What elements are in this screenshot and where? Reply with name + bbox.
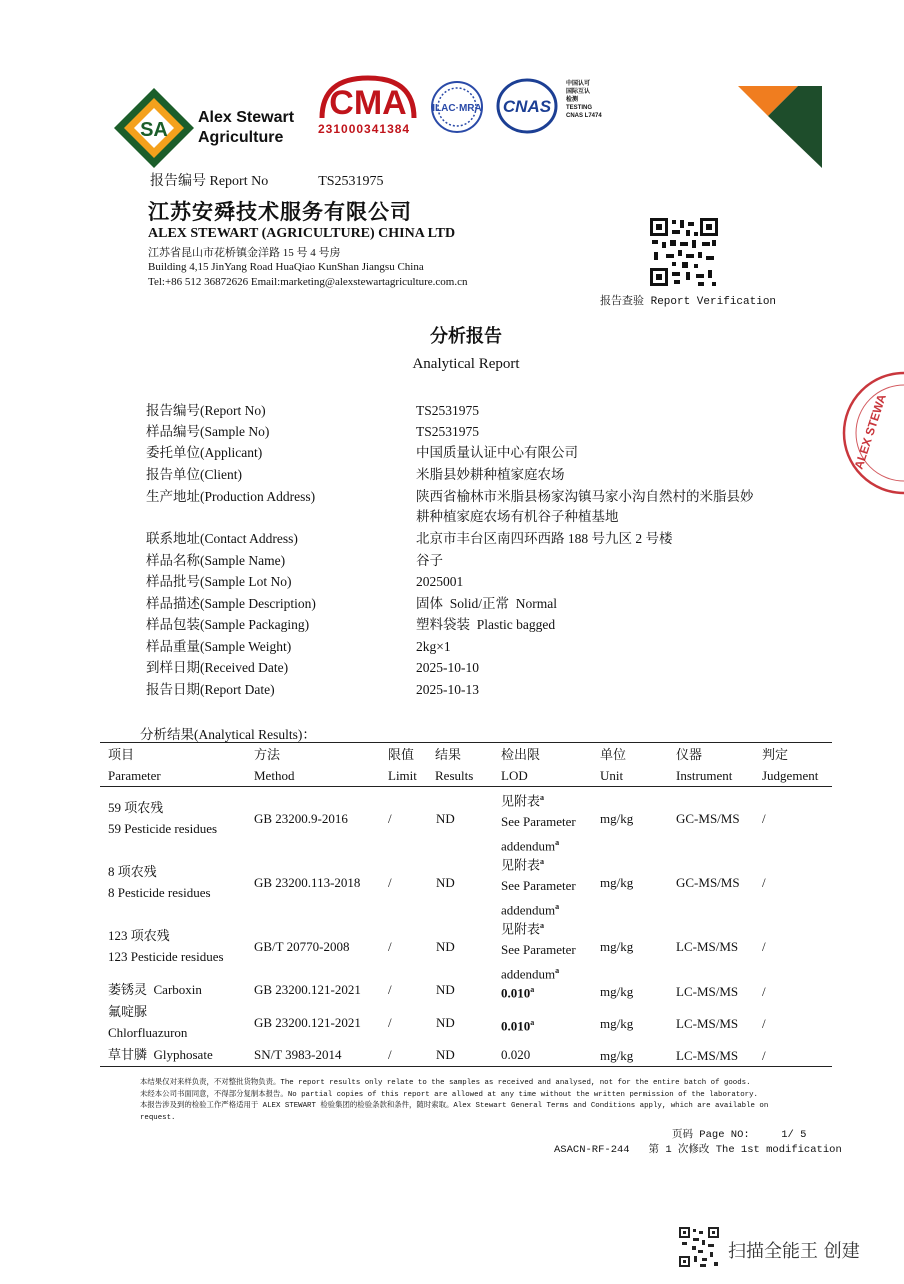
header-report-no bbox=[150, 170, 434, 190]
info-label: 样品批号(Sample Lot No) bbox=[146, 574, 292, 589]
cell-unit: mg/kg bbox=[600, 1048, 634, 1063]
cell-parameter bbox=[108, 925, 224, 967]
page-number bbox=[672, 1126, 806, 1141]
info-value: 米脂县妙耕种植家庭农场 bbox=[416, 467, 565, 482]
cell-result: ND bbox=[436, 1047, 455, 1062]
cell-instrument: GC-MS/MS bbox=[676, 811, 740, 826]
header-report-no-label: 报告编号 Report No bbox=[150, 174, 269, 189]
cell-result: ND bbox=[436, 982, 455, 997]
info-value: 塑料袋装 Plastic bagged bbox=[416, 617, 556, 632]
sup-mark: a bbox=[540, 793, 545, 802]
brand-name bbox=[198, 108, 294, 148]
th-en: Results bbox=[435, 768, 474, 783]
lod-line: addendum bbox=[501, 966, 556, 982]
info-label: 生产地址(Production Address) bbox=[146, 489, 316, 504]
table-top-rule bbox=[100, 742, 832, 743]
info-value: TS2531975 bbox=[416, 403, 480, 418]
cell-judgement: / bbox=[762, 811, 766, 826]
footer-note: 本报告涉及到的检验工作严格适用于 ALEX STEWART 检验集团的检验条款和条件，随时索取。Alex Stewart General Terms and Conditions apply, which are available on request. bbox=[140, 1102, 769, 1122]
cell-method: GB 23200.113-2018 bbox=[254, 875, 361, 890]
company-name-en: ALEX STEWART (AGRICULTURE) CHINA LTD bbox=[148, 226, 456, 241]
th-unit bbox=[600, 744, 626, 786]
cell-judgement: / bbox=[762, 875, 766, 890]
cell-unit: mg/kg bbox=[600, 984, 634, 999]
sup-mark: a bbox=[530, 985, 535, 994]
param-en: 59 Pesticide residues bbox=[108, 821, 218, 836]
lod-line: 见附表 bbox=[501, 857, 541, 873]
param-cn: 氟啶脲 bbox=[108, 1004, 148, 1019]
th-en: Unit bbox=[600, 768, 624, 783]
cnas-accreditation-text bbox=[566, 80, 602, 120]
sup-mark: a bbox=[540, 857, 545, 866]
cell-method: GB 23200.121-2021 bbox=[254, 982, 361, 997]
th-parameter bbox=[108, 744, 161, 786]
info-label: 到样日期(Received Date) bbox=[146, 660, 289, 675]
report-verification-label: 报告查验 Report Verification bbox=[600, 296, 777, 308]
page-number-label: 页码 Page NO: bbox=[672, 1129, 750, 1141]
cell-instrument: LC-MS/MS bbox=[676, 939, 739, 954]
report-title-cn-text: 分析报告 bbox=[430, 326, 502, 346]
cell-unit: mg/kg bbox=[600, 811, 634, 826]
company-contact: Tel:+86 512 36872626 Email:marketing@alexstewartagriculture.com.cn bbox=[148, 276, 468, 288]
sup-mark: a bbox=[555, 902, 560, 912]
info-label: 报告编号(Report No) bbox=[146, 403, 266, 418]
svg-text:CMA: CMA bbox=[329, 84, 407, 122]
lod-line: See Parameter bbox=[501, 878, 576, 894]
info-value: TS2531975 bbox=[416, 424, 480, 439]
th-en: Parameter bbox=[108, 768, 161, 783]
cell-lod bbox=[501, 915, 576, 985]
th-method bbox=[254, 744, 294, 786]
company-name-cn: 江苏安舜技术服务有限公司 bbox=[148, 200, 412, 224]
camscanner-qr-icon bbox=[678, 1226, 720, 1268]
info-value: 2025-10-10 bbox=[416, 660, 479, 675]
lod-value: 0.010 bbox=[501, 1018, 531, 1034]
cnas-logo-icon bbox=[496, 78, 558, 134]
info-label: 样品名称(Sample Name) bbox=[146, 553, 286, 568]
cell-lod bbox=[501, 979, 534, 1003]
cell-judgement: / bbox=[762, 1016, 766, 1031]
th-cn: 单位 bbox=[600, 747, 627, 762]
cell-limit: / bbox=[388, 1047, 392, 1062]
cell-instrument: LC-MS/MS bbox=[676, 1016, 739, 1031]
sup-mark: a bbox=[555, 838, 560, 848]
th-cn: 限值 bbox=[388, 747, 415, 762]
cell-lod: 0.020 bbox=[501, 1047, 531, 1062]
company-address-cn: 江苏省昆山市花桥镇金洋路 15 号 4 号房 bbox=[148, 247, 341, 259]
report-title-en-text: Analytical Report bbox=[412, 356, 520, 372]
cell-lod bbox=[501, 851, 576, 921]
param-cn: 8 项农残 bbox=[108, 864, 157, 879]
cma-number: 231000341384 bbox=[318, 122, 411, 136]
form-number: ASACN-RF-244 第 1 次修改 The 1st modification bbox=[554, 1144, 842, 1156]
lod-line: addendum bbox=[501, 902, 556, 918]
info-label: 样品描述(Sample Description) bbox=[146, 596, 316, 611]
cell-unit: mg/kg bbox=[600, 1016, 634, 1031]
report-title-en bbox=[0, 356, 904, 373]
cell-method: GB/T 20770-2008 bbox=[254, 939, 350, 954]
param-en: 123 Pesticide residues bbox=[108, 949, 224, 964]
cell-method: SN/T 3983-2014 bbox=[254, 1047, 342, 1062]
info-label: 委托单位(Applicant) bbox=[146, 445, 263, 460]
report-title-cn bbox=[0, 322, 904, 348]
table-bottom-rule bbox=[100, 1066, 832, 1067]
info-label: 样品编号(Sample No) bbox=[146, 424, 270, 439]
param-cn: 123 项农残 bbox=[108, 928, 170, 943]
info-value: 2025001 bbox=[416, 574, 464, 589]
cell-judgement: / bbox=[762, 939, 766, 954]
svg-text:ALEX STEWA: ALEX STEWA bbox=[851, 392, 889, 471]
cnas-line: TESTING bbox=[566, 105, 593, 111]
brand-line1: Alex Stewart bbox=[198, 109, 295, 126]
info-value: 耕种植家庭农场有机谷子种植基地 bbox=[416, 509, 619, 524]
th-cn: 判定 bbox=[762, 747, 789, 762]
th-cn: 结果 bbox=[435, 747, 462, 762]
sup-mark: a bbox=[555, 966, 560, 976]
info-label: 样品包装(Sample Packaging) bbox=[146, 617, 310, 632]
th-results bbox=[435, 744, 473, 786]
cnas-line: 检测 bbox=[566, 97, 579, 103]
cell-result: ND bbox=[436, 875, 455, 890]
th-en: Method bbox=[254, 768, 295, 783]
cell-instrument: GC-MS/MS bbox=[676, 875, 740, 890]
param-en: Chlorfluazuron bbox=[108, 1025, 188, 1040]
cell-result: ND bbox=[436, 939, 455, 954]
svg-text:SA: SA bbox=[140, 119, 168, 141]
info-label: 报告单位(Client) bbox=[146, 467, 242, 482]
cell-limit: / bbox=[388, 982, 392, 997]
cell-unit: mg/kg bbox=[600, 875, 634, 890]
th-en: Instrument bbox=[676, 768, 733, 783]
th-lod bbox=[501, 744, 540, 786]
info-label: 样品重量(Sample Weight) bbox=[146, 639, 292, 654]
cell-method: GB 23200.9-2016 bbox=[254, 811, 348, 826]
cnas-line: 中国认可 bbox=[566, 81, 591, 87]
cell-judgement: / bbox=[762, 984, 766, 999]
info-label: 报告日期(Report Date) bbox=[146, 682, 275, 697]
cell-unit: mg/kg bbox=[600, 939, 634, 954]
cell-limit: / bbox=[388, 811, 392, 826]
info-value: 中国质量认证中心有限公司 bbox=[416, 445, 578, 460]
cell-instrument: LC-MS/MS bbox=[676, 984, 739, 999]
cell-lod bbox=[501, 787, 576, 857]
th-instrument bbox=[676, 744, 732, 786]
th-en: Limit bbox=[388, 768, 417, 783]
th-cn: 仪器 bbox=[676, 747, 703, 762]
param-en: 8 Pesticide residues bbox=[108, 885, 211, 900]
info-value: 陕西省榆林市米脂县杨家沟镇马家小沟自然村的米脂县妙 bbox=[416, 489, 754, 504]
brand-line2: Agriculture bbox=[198, 129, 284, 146]
svg-text:CNAS: CNAS bbox=[502, 97, 552, 116]
cell-parameter bbox=[108, 797, 217, 839]
info-value: 固体 Solid/正常 Normal bbox=[416, 596, 557, 611]
lod-line: See Parameter bbox=[501, 942, 576, 958]
cnas-line: CNAS L7474 bbox=[566, 113, 602, 119]
cell-result: ND bbox=[436, 811, 455, 826]
th-cn: 检出限 bbox=[501, 747, 541, 762]
cell-parameter bbox=[108, 861, 211, 903]
company-address-en: Building 4,15 JinYang Road HuaQiao KunShan Jiangsu China bbox=[148, 261, 424, 273]
header-report-no-value: TS2531975 bbox=[318, 174, 384, 189]
footer-note: 未经本公司书面同意，不得部分复制本报告。No partial copies of this report are allowed at any time without the written permission of the laboratory. bbox=[140, 1090, 758, 1099]
cell-parameter: 萎锈灵 Carboxin bbox=[108, 982, 202, 997]
cell-judgement: / bbox=[762, 1048, 766, 1063]
cell-result: ND bbox=[436, 1015, 455, 1030]
corner-decoration-icon bbox=[738, 86, 822, 168]
cell-lod bbox=[501, 1012, 534, 1036]
th-cn: 项目 bbox=[108, 747, 135, 762]
camscanner-label: 扫描全能王 创建 bbox=[728, 1241, 860, 1262]
th-en: LOD bbox=[501, 768, 528, 783]
th-judgement bbox=[762, 744, 818, 786]
th-en: Judgement bbox=[762, 768, 819, 783]
lod-line: addendum bbox=[501, 838, 556, 854]
info-value: 2kg×1 bbox=[416, 639, 451, 654]
results-caption: 分析结果(Analytical Results)： bbox=[140, 727, 316, 742]
cell-parameter bbox=[108, 1001, 187, 1043]
cell-parameter: 草甘膦 Glyphosate bbox=[108, 1047, 213, 1062]
lod-line: 见附表 bbox=[501, 793, 541, 809]
seal-stamp-icon bbox=[838, 370, 904, 496]
lod-line: See Parameter bbox=[501, 814, 576, 830]
sup-mark: a bbox=[540, 921, 545, 930]
asa-logo-icon bbox=[112, 86, 196, 170]
th-cn: 方法 bbox=[254, 747, 281, 762]
cell-limit: / bbox=[388, 1015, 392, 1030]
footer-note: 本结果仅对来样负责，不对整批货物负责。The report results only relate to the samples as received and analysed, not for the entire batch of goods. bbox=[140, 1079, 751, 1087]
cell-method: GB 23200.121-2021 bbox=[254, 1015, 361, 1030]
cell-instrument: LC-MS/MS bbox=[676, 1048, 739, 1063]
cell-limit: / bbox=[388, 875, 392, 890]
page-number-value: 1/ 5 bbox=[781, 1129, 807, 1141]
info-value: 北京市丰台区南四环西路 188 号九区 2 号楼 bbox=[416, 531, 673, 546]
report-verification-qr-icon[interactable] bbox=[648, 216, 720, 288]
ilac-mra-icon bbox=[430, 80, 484, 134]
lod-value: 0.010 bbox=[501, 985, 531, 1001]
footer-notes bbox=[140, 1078, 800, 1124]
info-value: 2025-10-13 bbox=[416, 682, 479, 697]
lod-line: 见附表 bbox=[501, 921, 541, 937]
table-header-rule bbox=[100, 786, 832, 787]
param-cn: 59 项农残 bbox=[108, 800, 164, 815]
th-limit bbox=[388, 744, 417, 786]
svg-text:ILAC·MRA: ILAC·MRA bbox=[432, 103, 482, 114]
cell-limit: / bbox=[388, 939, 392, 954]
sup-mark: a bbox=[530, 1018, 535, 1027]
cnas-line: 国际互认 bbox=[566, 89, 591, 95]
info-label: 联系地址(Contact Address) bbox=[146, 531, 298, 546]
info-value: 谷子 bbox=[416, 553, 443, 568]
